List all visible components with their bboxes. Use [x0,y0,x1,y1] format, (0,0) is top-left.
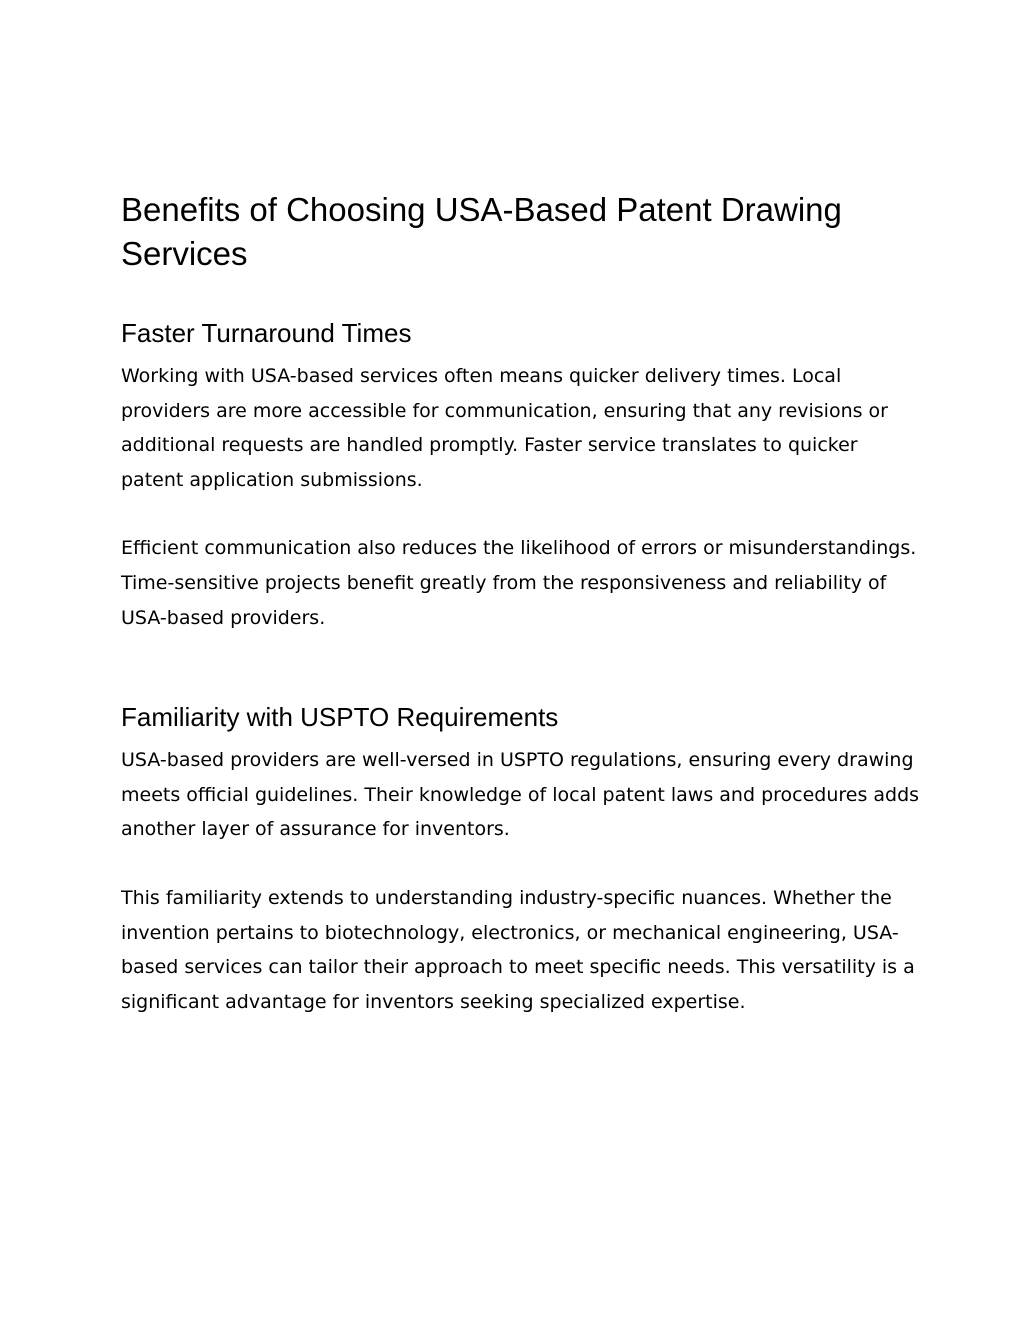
paragraph: Working with USA-based services often means quicker delivery times. Local providers are more accessible for communication, ensuring that any revisions or additional requests are handled promptly. Faster service translates to quicker patent application submissions. [121,365,888,491]
paragraph: This familiarity extends to understanding industry-specific nuances. Whether the invention pertains to biotechnology, electronics, or mechanical engineering, USA-based services can tailor their approach to meet specific needs. This versatility is a significant advantage for inventors seeking specialized expertise. [121,886,915,1013]
section-heading: Familiarity with USPTO Requirements [121,702,559,733]
document-page [121,188,921,1019]
document-title: Benefits of Choosing USA-Based Patent Drawing Services [121,191,842,272]
paragraph: USA-based providers are well-versed in USPTO regulations, ensuring every drawing meets official guidelines. Their knowledge of local patent laws and procedures adds another layer of assurance for inventors. [121,749,920,841]
section-uspto-familiarity [121,700,921,1019]
section-faster-turnaround [121,316,921,635]
section-heading: Faster Turnaround Times [121,318,412,348]
paragraph: Efficient communication also reduces the likelihood of errors or misunderstandings. Time-sensitive projects benefit greatly from the responsiveness and reliability of USA-based providers. [121,537,917,629]
